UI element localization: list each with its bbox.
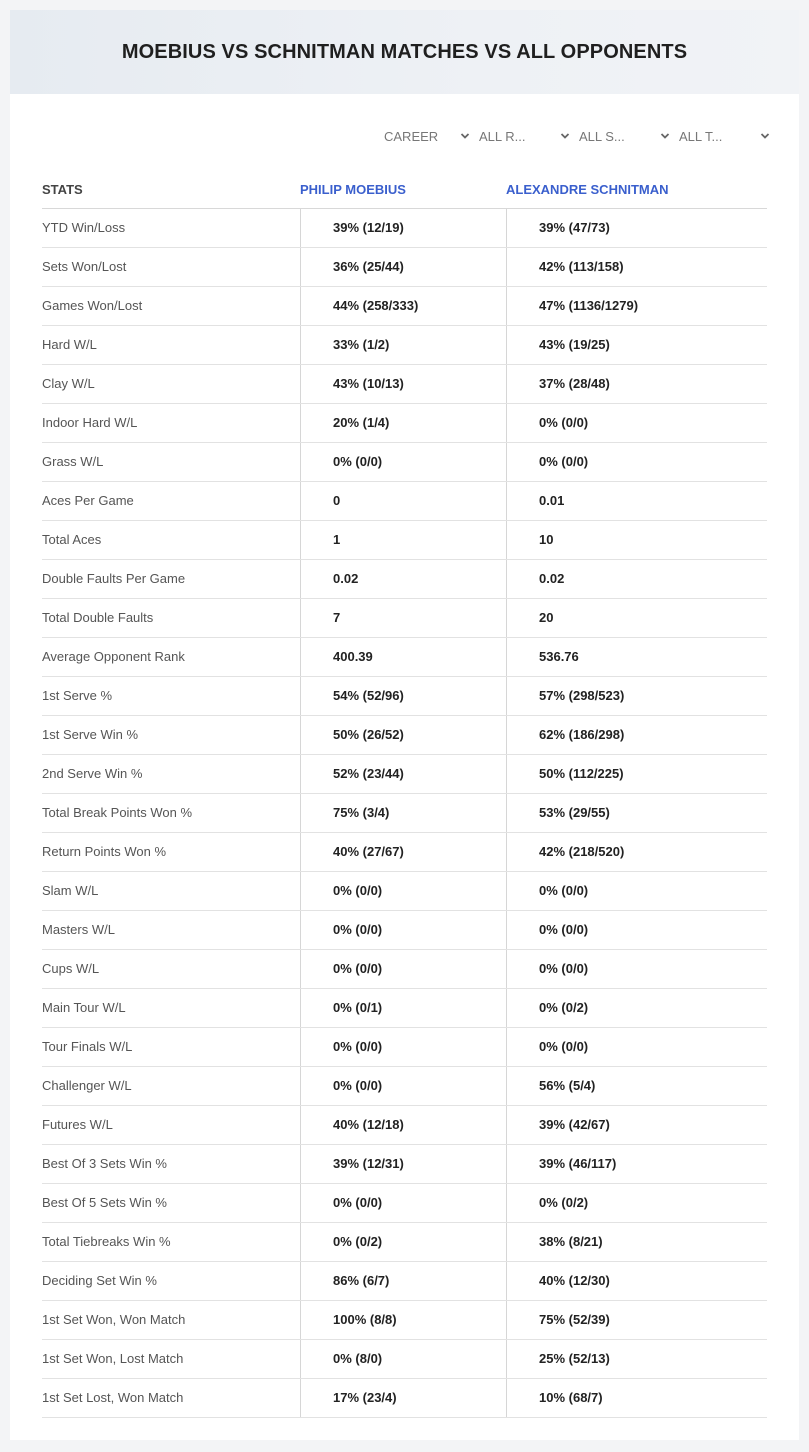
table-row bbox=[42, 1301, 767, 1340]
player-2-value: 0% (0/0) bbox=[506, 443, 767, 481]
table-row bbox=[42, 1184, 767, 1223]
player-1-value: 400.39 bbox=[300, 638, 506, 676]
stat-label: Futures W/L bbox=[42, 1117, 113, 1132]
player-2-value: 62% (186/298) bbox=[506, 716, 767, 754]
filter-rounds-select[interactable] bbox=[474, 126, 574, 146]
player-1-value: 43% (10/13) bbox=[300, 365, 506, 403]
filter-surface-label: ALL S... bbox=[579, 128, 625, 144]
player-1-value: 39% (12/31) bbox=[300, 1145, 506, 1183]
player-2-value: 10 bbox=[506, 521, 767, 559]
chevron-down-icon bbox=[460, 131, 470, 141]
column-header-player-2[interactable]: ALEXANDRE SCHNITMAN bbox=[506, 181, 669, 197]
table-row bbox=[42, 1145, 767, 1184]
stat-label: Total Double Faults bbox=[42, 610, 154, 625]
stat-label: Tour Finals W/L bbox=[42, 1039, 133, 1054]
player-1-value: 0% (0/2) bbox=[300, 1223, 506, 1261]
stat-label: Total Tiebreaks Win % bbox=[42, 1234, 171, 1249]
player-2-value: 536.76 bbox=[506, 638, 767, 676]
table-row bbox=[42, 950, 767, 989]
player-1-value: 36% (25/44) bbox=[300, 248, 506, 286]
player-1-value: 0.02 bbox=[300, 560, 506, 598]
player-1-value: 0% (0/0) bbox=[300, 443, 506, 481]
player-2-value: 10% (68/7) bbox=[506, 1379, 767, 1417]
stat-label: Double Faults Per Game bbox=[42, 571, 186, 586]
player-2-value: 39% (47/73) bbox=[506, 209, 767, 247]
stat-label: Deciding Set Win % bbox=[42, 1273, 157, 1288]
stat-label: Main Tour W/L bbox=[42, 1000, 126, 1015]
table-row bbox=[42, 638, 767, 677]
table-row bbox=[42, 1340, 767, 1379]
stat-label: Clay W/L bbox=[42, 376, 95, 391]
stat-label: Best Of 5 Sets Win % bbox=[42, 1195, 167, 1210]
stat-label: Aces Per Game bbox=[42, 493, 134, 508]
player-1-value: 86% (6/7) bbox=[300, 1262, 506, 1300]
player-2-value: 38% (8/21) bbox=[506, 1223, 767, 1261]
stat-label: 1st Serve % bbox=[42, 688, 113, 703]
stat-label: Total Aces bbox=[42, 532, 102, 547]
table-row bbox=[42, 872, 767, 911]
player-2-value: 0.02 bbox=[506, 560, 767, 598]
player-1-value: 0% (0/0) bbox=[300, 950, 506, 988]
player-1-value: 100% (8/8) bbox=[300, 1301, 506, 1339]
filter-surface-select[interactable] bbox=[574, 126, 674, 146]
stat-label: Hard W/L bbox=[42, 337, 97, 352]
stat-label: Sets Won/Lost bbox=[42, 259, 127, 274]
stat-label: Masters W/L bbox=[42, 922, 115, 937]
player-2-value: 53% (29/55) bbox=[506, 794, 767, 832]
player-2-value: 39% (42/67) bbox=[506, 1106, 767, 1144]
table-row bbox=[42, 404, 767, 443]
page-title: MOEBIUS VS SCHNITMAN MATCHES VS ALL OPPONENTS bbox=[121, 40, 688, 63]
player-1-value: 0 bbox=[300, 482, 506, 520]
stat-label: Best Of 3 Sets Win % bbox=[42, 1156, 167, 1171]
stats-card bbox=[10, 10, 799, 1440]
table-row bbox=[42, 1262, 767, 1301]
table-row bbox=[42, 677, 767, 716]
player-1-value: 17% (23/4) bbox=[300, 1379, 506, 1417]
player-2-value: 0% (0/0) bbox=[506, 1028, 767, 1066]
player-1-value: 33% (1/2) bbox=[300, 326, 506, 364]
player-1-value: 0% (0/0) bbox=[300, 911, 506, 949]
table-row bbox=[42, 482, 767, 521]
player-2-value: 47% (1136/1279) bbox=[506, 287, 767, 325]
filter-period-label: CAREER bbox=[384, 128, 439, 144]
player-2-value: 40% (12/30) bbox=[506, 1262, 767, 1300]
player-2-value: 0% (0/0) bbox=[506, 872, 767, 910]
stat-label: 2nd Serve Win % bbox=[42, 766, 143, 781]
stat-label: Total Break Points Won % bbox=[42, 805, 193, 820]
table-row bbox=[42, 1223, 767, 1262]
player-1-value: 0% (0/0) bbox=[300, 872, 506, 910]
filter-tournament-label: ALL T... bbox=[679, 128, 723, 144]
stat-label: Return Points Won % bbox=[42, 844, 167, 859]
table-row bbox=[42, 1028, 767, 1067]
player-2-value: 25% (52/13) bbox=[506, 1340, 767, 1378]
player-1-value: 0% (0/0) bbox=[300, 1028, 506, 1066]
table-row bbox=[42, 1379, 767, 1418]
stat-label: Slam W/L bbox=[42, 883, 99, 898]
table-row bbox=[42, 1106, 767, 1145]
table-row bbox=[42, 443, 767, 482]
player-1-value: 54% (52/96) bbox=[300, 677, 506, 715]
player-2-value: 43% (19/25) bbox=[506, 326, 767, 364]
stat-label: Challenger W/L bbox=[42, 1078, 132, 1093]
table-row bbox=[42, 716, 767, 755]
card-header bbox=[10, 10, 799, 94]
stat-label: Games Won/Lost bbox=[42, 298, 143, 313]
table-row bbox=[42, 248, 767, 287]
player-1-value: 50% (26/52) bbox=[300, 716, 506, 754]
stat-label: 1st Set Lost, Won Match bbox=[42, 1390, 184, 1405]
player-2-value: 0% (0/2) bbox=[506, 1184, 767, 1222]
player-1-value: 0% (0/0) bbox=[300, 1184, 506, 1222]
player-1-value: 39% (12/19) bbox=[300, 209, 506, 247]
table-row bbox=[42, 911, 767, 950]
player-2-value: 20 bbox=[506, 599, 767, 637]
player-1-value: 20% (1/4) bbox=[300, 404, 506, 442]
player-1-value: 40% (27/67) bbox=[300, 833, 506, 871]
player-2-value: 57% (298/523) bbox=[506, 677, 767, 715]
stat-label: Indoor Hard W/L bbox=[42, 415, 138, 430]
player-2-value: 56% (5/4) bbox=[506, 1067, 767, 1105]
player-2-value: 0% (0/0) bbox=[506, 911, 767, 949]
stat-label: 1st Set Won, Won Match bbox=[42, 1312, 186, 1327]
player-2-value: 42% (113/158) bbox=[506, 248, 767, 286]
player-2-value: 75% (52/39) bbox=[506, 1301, 767, 1339]
table-row bbox=[42, 287, 767, 326]
player-1-value: 52% (23/44) bbox=[300, 755, 506, 793]
player-1-value: 0% (0/0) bbox=[300, 1067, 506, 1105]
filter-bar bbox=[384, 126, 774, 146]
player-2-value: 0.01 bbox=[506, 482, 767, 520]
stat-label: Average Opponent Rank bbox=[42, 649, 185, 664]
table-row bbox=[42, 989, 767, 1028]
player-2-value: 39% (46/117) bbox=[506, 1145, 767, 1183]
table-row bbox=[42, 755, 767, 794]
player-1-value: 44% (258/333) bbox=[300, 287, 506, 325]
stats-table bbox=[42, 170, 767, 1418]
chevron-down-icon bbox=[560, 131, 570, 141]
table-row bbox=[42, 794, 767, 833]
stat-label: Cups W/L bbox=[42, 961, 100, 976]
player-2-value: 42% (218/520) bbox=[506, 833, 767, 871]
player-1-value: 7 bbox=[300, 599, 506, 637]
table-row bbox=[42, 209, 767, 248]
table-header bbox=[42, 170, 767, 209]
table-row bbox=[42, 599, 767, 638]
player-2-value: 37% (28/48) bbox=[506, 365, 767, 403]
player-1-value: 1 bbox=[300, 521, 506, 559]
stat-label: 1st Set Won, Lost Match bbox=[42, 1351, 184, 1366]
filter-period-select[interactable] bbox=[384, 126, 474, 146]
table-body bbox=[42, 209, 767, 1418]
column-header-stats: STATS bbox=[42, 181, 83, 197]
table-row bbox=[42, 833, 767, 872]
player-2-value: 50% (112/225) bbox=[506, 755, 767, 793]
stat-label: YTD Win/Loss bbox=[42, 220, 126, 235]
column-header-player-1[interactable]: PHILIP MOEBIUS bbox=[300, 181, 406, 197]
chevron-down-icon bbox=[760, 131, 770, 141]
table-row bbox=[42, 1067, 767, 1106]
filter-tournament-select[interactable] bbox=[674, 126, 774, 146]
stat-label: Grass W/L bbox=[42, 454, 104, 469]
stat-label: 1st Serve Win % bbox=[42, 727, 139, 742]
table-row bbox=[42, 365, 767, 404]
player-2-value: 0% (0/2) bbox=[506, 989, 767, 1027]
chevron-down-icon bbox=[660, 131, 670, 141]
filter-rounds-label: ALL R... bbox=[479, 128, 526, 144]
player-2-value: 0% (0/0) bbox=[506, 950, 767, 988]
table-row bbox=[42, 560, 767, 599]
player-1-value: 75% (3/4) bbox=[300, 794, 506, 832]
player-1-value: 40% (12/18) bbox=[300, 1106, 506, 1144]
table-row bbox=[42, 326, 767, 365]
player-2-value: 0% (0/0) bbox=[506, 404, 767, 442]
table-row bbox=[42, 521, 767, 560]
player-1-value: 0% (0/1) bbox=[300, 989, 506, 1027]
player-1-value: 0% (8/0) bbox=[300, 1340, 506, 1378]
